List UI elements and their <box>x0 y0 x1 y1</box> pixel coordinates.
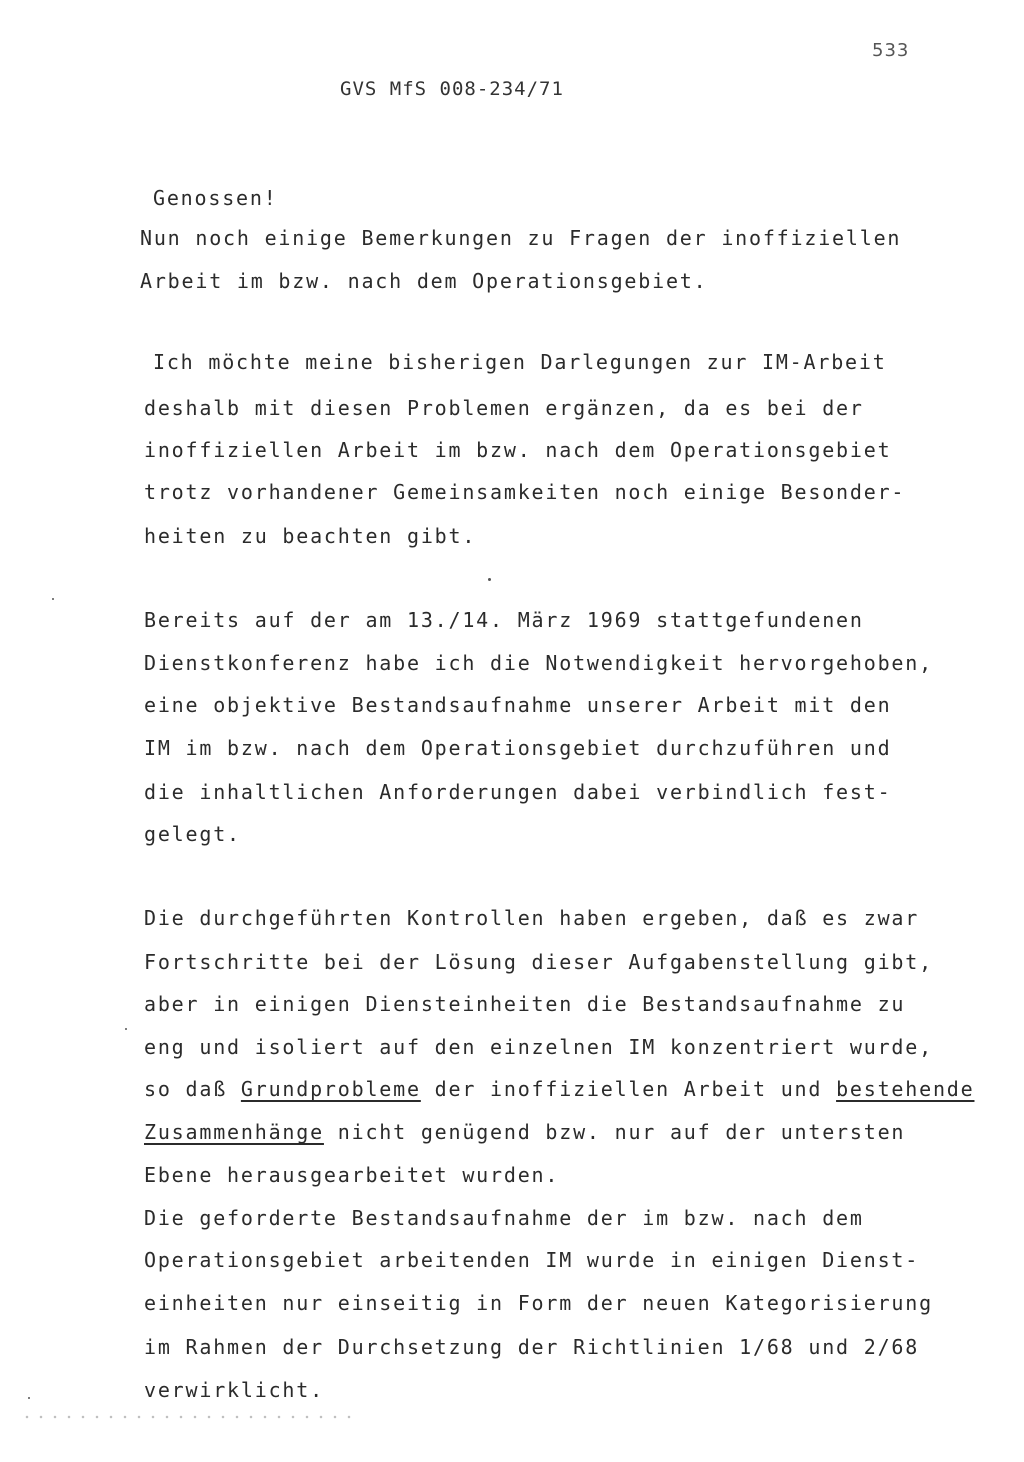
text-line: Dienstkonferenz habe ich die Notwendigkeit hervorgehoben, <box>144 651 933 675</box>
text-line: Fortschritte bei der Lösung dieser Aufgabenstellung gibt, <box>144 950 933 974</box>
text-run: nicht genügend bzw. nur auf der untersten <box>323 1120 906 1144</box>
text-line: IM im bzw. nach dem Operationsgebiet durchzuführen und <box>144 736 892 760</box>
scan-speck <box>488 578 491 581</box>
document-reference: GVS MfS 008-234/71 <box>340 78 564 100</box>
page-number: 533 <box>872 40 910 61</box>
scan-speck <box>52 598 54 600</box>
text-run: der inoffiziellen Arbeit und <box>420 1077 837 1101</box>
text-line: heiten zu beachten gibt. <box>144 524 477 548</box>
scan-noise <box>20 1414 360 1420</box>
text-line: die inhaltlichen Anforderungen dabei verbindlich fest- <box>144 780 892 804</box>
text-line-underlined <box>144 1077 974 1101</box>
scan-speck <box>125 1028 127 1030</box>
text-line: inoffiziellen Arbeit im bzw. nach dem Operationsgebiet <box>144 438 892 462</box>
text-line: Ich möchte meine bisherigen Darlegungen zur IM-Arbeit <box>153 350 887 374</box>
underlined-text: Zusammenhänge <box>144 1120 324 1144</box>
text-line: Bereits auf der am 13./14. März 1969 stattgefundenen <box>144 608 864 632</box>
text-line: aber in einigen Diensteinheiten die Bestandsaufnahme zu <box>144 992 906 1016</box>
underlined-text: Grundprobleme <box>240 1077 421 1101</box>
text-line: eine objektive Bestandsaufnahme unserer Arbeit mit den <box>144 693 892 717</box>
text-line: einheiten nur einseitig in Form der neuen Kategorisierung <box>144 1291 933 1315</box>
text-line: verwirklicht. <box>144 1378 324 1402</box>
text-line: eng und isoliert auf den einzelnen IM konzentriert wurde, <box>144 1035 933 1059</box>
text-line: Die geforderte Bestandsaufnahme der im bzw. nach dem <box>144 1206 864 1230</box>
underlined-text: bestehende <box>836 1077 975 1101</box>
text-line: im Rahmen der Durchsetzung der Richtlinien 1/68 und 2/68 <box>144 1335 920 1359</box>
text-line: deshalb mit diesen Problemen ergänzen, da es bei der <box>144 396 864 420</box>
text-line: Arbeit im bzw. nach dem Operationsgebiet. <box>140 269 708 293</box>
scan-speck <box>28 1397 30 1399</box>
text-line: gelegt. <box>144 822 241 846</box>
text-line: Die durchgeführten Kontrollen haben ergeben, daß es zwar <box>144 906 920 930</box>
text-line-underlined <box>144 1120 905 1144</box>
text-line: Nun noch einige Bemerkungen zu Fragen der inoffiziellen <box>140 226 902 250</box>
text-line: Operationsgebiet arbeitenden IM wurde in einigen Dienst- <box>144 1248 920 1272</box>
text-line: Ebene herausgearbeitet wurden. <box>144 1163 560 1187</box>
text-run: so daß <box>144 1077 241 1101</box>
greeting: Genossen! <box>153 186 278 210</box>
text-line: trotz vorhandener Gemeinsamkeiten noch einige Besonder- <box>144 480 906 504</box>
